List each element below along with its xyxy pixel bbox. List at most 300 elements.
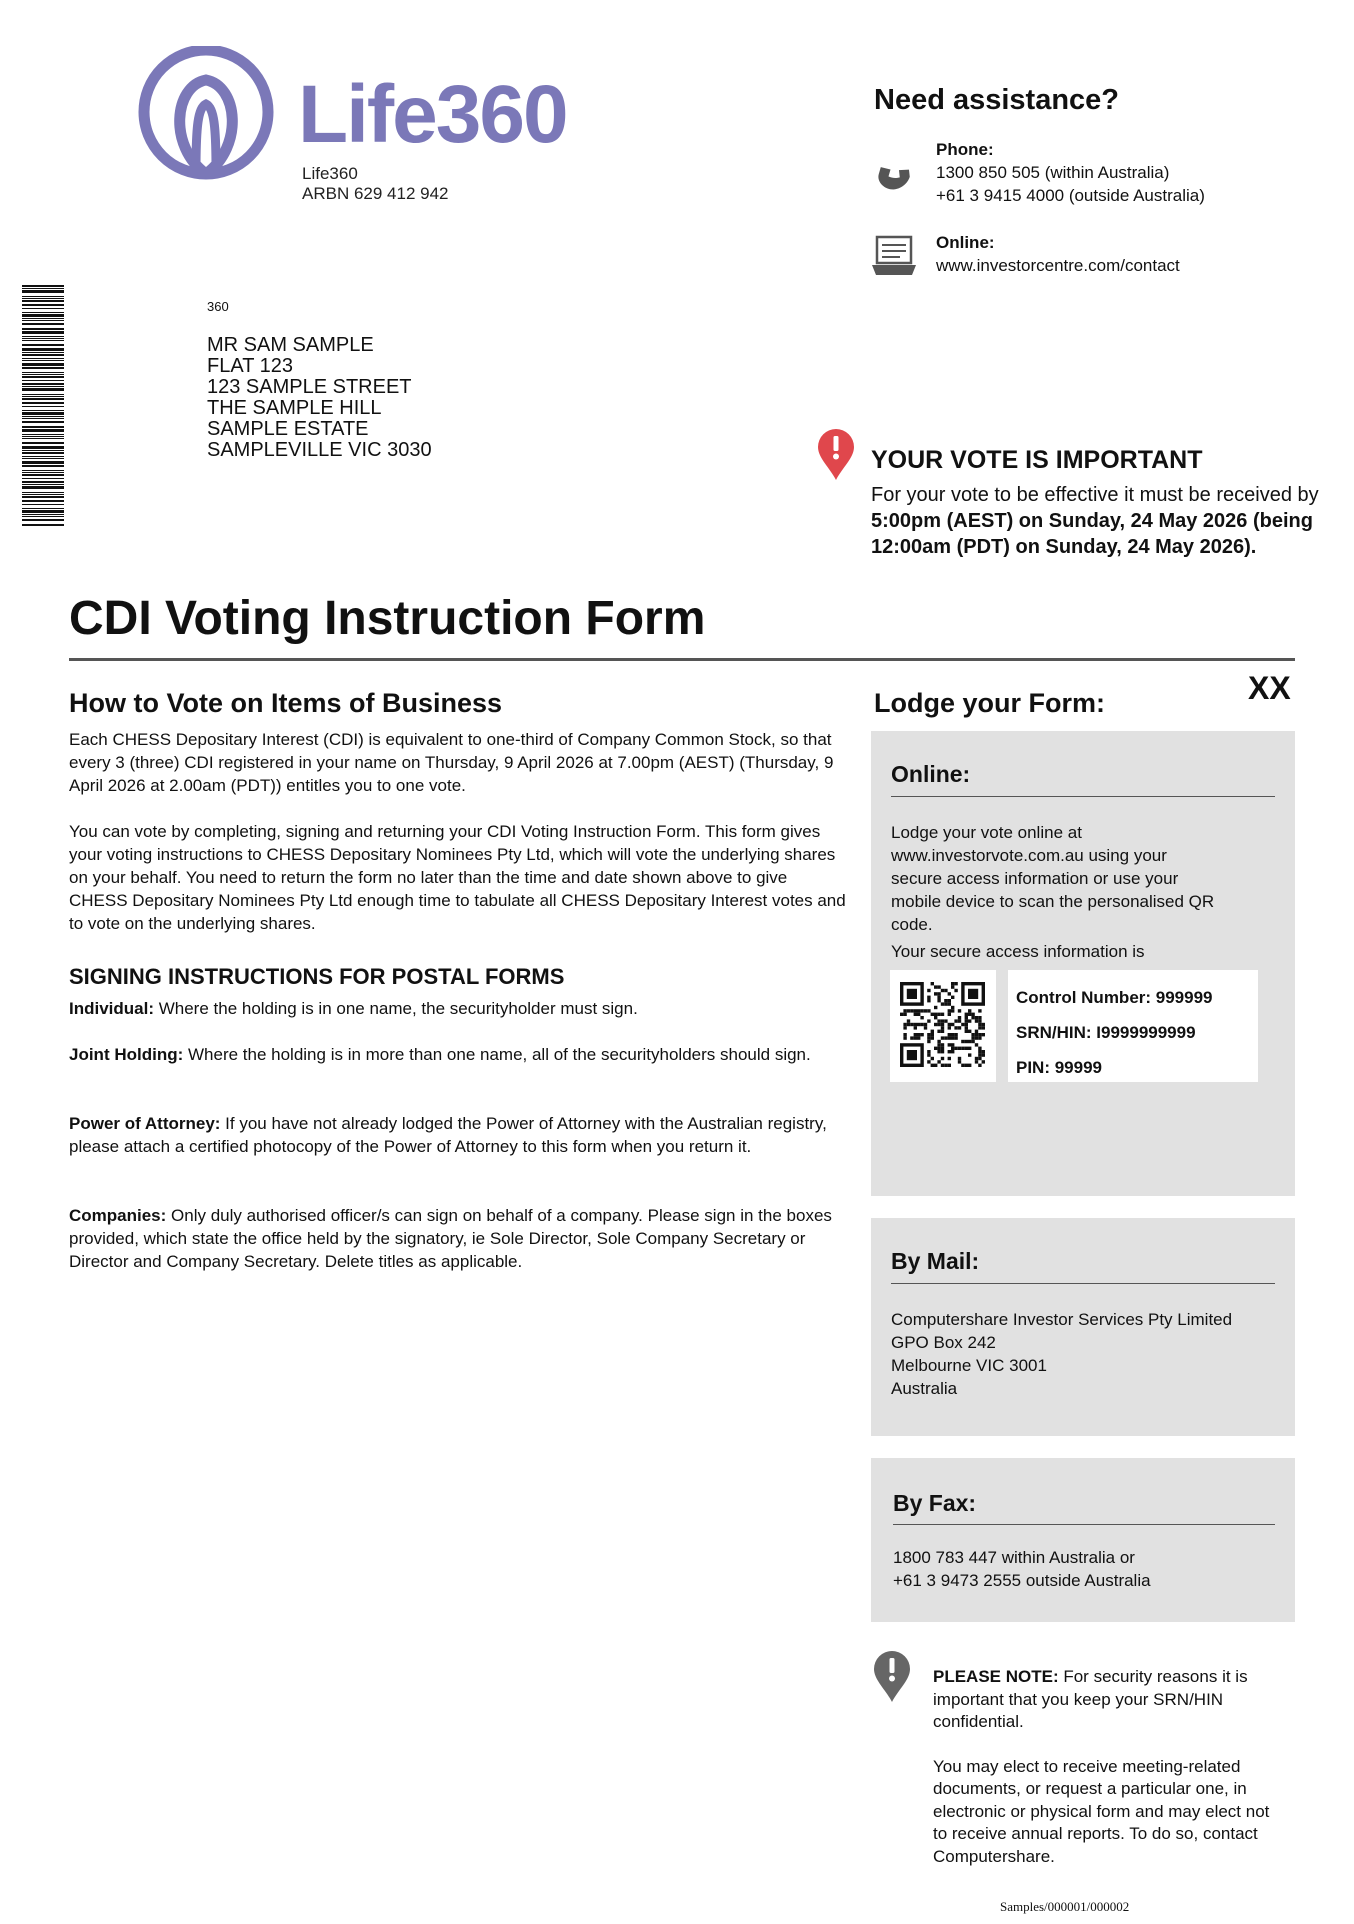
- qr-module: [914, 1009, 917, 1012]
- qr-module: [907, 1050, 917, 1060]
- phone-icon: [868, 140, 922, 194]
- qr-module: [937, 1023, 940, 1026]
- qr-module: [941, 1057, 944, 1060]
- signing-item-text: Where the holding is in more than one name, all of the securityholders should sign.: [183, 1045, 811, 1064]
- qr-module: [978, 1019, 981, 1022]
- qr-module: [978, 1023, 981, 1026]
- qr-module: [968, 1019, 971, 1022]
- barcode-bar: [22, 516, 64, 517]
- qr-module: [958, 1009, 961, 1012]
- vote-deadline-intro: For your vote to be effective it must be received by: [871, 484, 1319, 506]
- barcode-bar: [22, 418, 64, 419]
- barcode-bar: [22, 486, 64, 489]
- qr-module: [982, 1050, 985, 1053]
- signing-item-label: Joint Holding:: [69, 1045, 184, 1064]
- barcode-bar: [22, 474, 64, 476]
- corner-code: XX: [1248, 670, 1291, 706]
- online-label: Online:: [936, 233, 995, 252]
- phone-label: Phone:: [936, 140, 994, 159]
- qr-module: [954, 1036, 957, 1039]
- qr-module: [968, 989, 978, 999]
- barcode-bar: [22, 372, 64, 373]
- online-panel: [871, 731, 1295, 1196]
- barcode-bar: [22, 363, 64, 366]
- qr-module: [978, 1064, 981, 1067]
- qr-module: [931, 1033, 934, 1036]
- signing-heading: SIGNING INSTRUCTIONS FOR POSTAL FORMS: [69, 964, 565, 989]
- address-line: MR SAM SAMPLE: [207, 334, 374, 356]
- barcode-bar: [22, 514, 64, 515]
- qr-module: [961, 1047, 964, 1050]
- qr-module: [903, 1023, 906, 1026]
- qr-module: [944, 999, 947, 1002]
- qr-module: [965, 1013, 968, 1016]
- qr-module: [968, 1047, 971, 1050]
- qr-module: [951, 996, 954, 999]
- barcode-bar: [22, 304, 64, 306]
- barcode-bar: [22, 461, 64, 464]
- qr-module: [978, 1009, 981, 1012]
- qr-module: [951, 1033, 954, 1036]
- barcode-bar: [22, 410, 64, 411]
- barcode-bar: [22, 442, 64, 444]
- qr-module: [931, 982, 934, 985]
- online-panel-title: Online:: [891, 761, 971, 787]
- barcode-bar: [22, 519, 64, 521]
- signing-joint: [69, 1043, 847, 1066]
- qr-module: [924, 1023, 927, 1026]
- how-to-vote-heading: How to Vote on Items of Business: [69, 688, 503, 718]
- qr-module: [954, 1033, 957, 1036]
- barcode-bar: [22, 323, 64, 325]
- footer-sample-code: Samples/000001/000002: [1000, 1899, 1130, 1914]
- qr-module: [941, 1050, 944, 1053]
- qr-module: [958, 1026, 961, 1029]
- address-line: 123 SAMPLE STREET: [207, 376, 412, 398]
- qr-module: [931, 1057, 934, 1060]
- qr-module: [937, 1013, 940, 1016]
- qr-module: [944, 1019, 947, 1022]
- qr-module: [931, 1064, 934, 1067]
- qr-module: [948, 992, 951, 995]
- qr-module: [903, 1009, 906, 1012]
- company-details: [302, 164, 449, 204]
- barcode-bar: [22, 446, 64, 449]
- signing-companies: [69, 1204, 847, 1273]
- qr-module: [941, 1064, 944, 1067]
- barcode-bar: [22, 374, 64, 375]
- qr-module: [958, 1060, 961, 1063]
- qr-module: [971, 1036, 974, 1039]
- qr-module: [907, 1009, 910, 1012]
- barcode-bar: [22, 481, 64, 483]
- access-intro: Your secure access information is: [891, 942, 1145, 961]
- qr-module: [927, 989, 930, 992]
- qr-module: [982, 1060, 985, 1063]
- barcode-bar: [22, 402, 64, 404]
- alert-pin-icon: [816, 428, 856, 482]
- qr-module: [941, 1026, 944, 1029]
- qr-module: [941, 1030, 944, 1033]
- barcode-bar: [22, 465, 64, 467]
- signing-power-of-attorney: [69, 1112, 847, 1158]
- qr-module: [958, 1016, 961, 1019]
- qr-module: [931, 1013, 934, 1016]
- barcode-bar: [22, 318, 64, 319]
- barcode-bar: [22, 456, 64, 457]
- qr-module: [978, 1033, 981, 1036]
- qr-module: [975, 1043, 978, 1046]
- qr-module: [965, 1047, 968, 1050]
- qr-module: [958, 1057, 961, 1060]
- barcode-bar: [22, 354, 64, 356]
- qr-module: [965, 1064, 968, 1067]
- barcode-bar: [22, 348, 64, 351]
- qr-module: [937, 1047, 940, 1050]
- qr-module: [968, 1009, 971, 1012]
- qr-module: [927, 1036, 930, 1039]
- qr-module: [920, 1016, 923, 1019]
- qr-module: [978, 1036, 981, 1039]
- barcode-bar: [22, 478, 64, 479]
- qr-module: [937, 985, 940, 988]
- company-arbn: ARBN 629 412 942: [302, 184, 449, 203]
- signing-item-label: Power of Attorney:: [69, 1114, 221, 1133]
- qr-module: [944, 1064, 947, 1067]
- qr-module: [914, 1033, 917, 1036]
- please-note: [933, 1666, 1283, 1868]
- qr-module: [975, 1036, 978, 1039]
- barcode-bar: [22, 328, 64, 330]
- qr-module: [917, 1009, 920, 1012]
- fax-line: +61 3 9473 2555 outside Australia: [893, 1571, 1151, 1590]
- address-line: THE SAMPLE HILL: [207, 397, 382, 419]
- online-contact-block: [936, 232, 1180, 277]
- mail-line: Melbourne VIC 3001: [891, 1356, 1047, 1375]
- qr-module: [910, 1023, 913, 1026]
- barcode-bar: [22, 484, 64, 485]
- qr-module: [978, 1053, 981, 1056]
- barcode-bar: [22, 394, 64, 395]
- voting-instructions: You can vote by completing, signing and returning your CDI Voting Instruction Form. This form gives your voting instructions to CHESS Depositary Nominees Pty Ltd, which will vote the underlying shares on your behalf. You need to return the form no later than the time and date shown above to give CHESS Depositary Nominees Pty Ltd enough time to tabulate all CHESS Depositary Interest votes and to vote on the underlying shares.: [69, 822, 846, 933]
- qr-module: [954, 989, 957, 992]
- barcode-bar: [22, 458, 64, 459]
- qr-module: [941, 1019, 944, 1022]
- qr-module: [934, 1023, 937, 1026]
- barcode-bar: [22, 436, 64, 437]
- qr-module: [917, 1013, 920, 1016]
- barcode-bar: [22, 496, 64, 498]
- qr-module: [934, 1006, 937, 1009]
- form-title: CDI Voting Instruction Form: [69, 592, 706, 645]
- assistance-title: Need assistance?: [874, 84, 1120, 116]
- qr-module: [968, 1013, 971, 1016]
- barcode-bar: [22, 500, 64, 502]
- qr-module: [954, 1026, 957, 1029]
- qr-module: [937, 1019, 940, 1022]
- qr-module: [965, 1040, 968, 1043]
- qr-module: [914, 1026, 917, 1029]
- control-number: Control Number: 999999: [1016, 988, 1213, 1007]
- fax-line: 1800 783 447 within Australia or: [893, 1548, 1135, 1567]
- qr-module: [910, 1009, 913, 1012]
- qr-module: [975, 1057, 978, 1060]
- qr-module: [927, 1053, 930, 1056]
- barcode-bar: [22, 426, 64, 428]
- company-name: Life360: [302, 164, 358, 183]
- barcode-bar: [22, 380, 64, 381]
- barcode-bar: [22, 352, 64, 353]
- laptop-icon: [870, 233, 918, 279]
- election-note: You may elect to receive meeting-related documents, or request a particular one, in electronic or physical form and may elect not to receive annual reports. To do so, contact Computershare.: [933, 1756, 1270, 1866]
- qr-module: [937, 1043, 940, 1046]
- barcode-bar: [22, 412, 64, 415]
- qr-module: [937, 996, 940, 999]
- barcode-bar: [22, 312, 64, 313]
- address-line: FLAT 123: [207, 355, 293, 377]
- qr-module: [948, 1036, 951, 1039]
- qr-module: [978, 1026, 981, 1029]
- sort-code: 360: [207, 299, 229, 314]
- qr-module: [931, 1036, 934, 1039]
- qr-module: [982, 1033, 985, 1036]
- qr-module: [937, 1030, 940, 1033]
- qr-code-box[interactable]: [890, 970, 996, 1082]
- qr-module: [934, 985, 937, 988]
- qr-module: [954, 1047, 957, 1050]
- signing-item-label: Individual:: [69, 999, 154, 1018]
- qr-module: [982, 1026, 985, 1029]
- qr-module: [951, 1006, 954, 1009]
- qr-module: [975, 1019, 978, 1022]
- qr-module: [978, 1057, 981, 1060]
- barcode-bar: [22, 340, 64, 341]
- qr-module: [927, 1050, 930, 1053]
- qr-module: [924, 1026, 927, 1029]
- barcode-bar: [22, 344, 64, 346]
- barcode-bar: [22, 472, 64, 473]
- barcode-bar: [22, 470, 64, 471]
- qr-module: [900, 1013, 903, 1016]
- qr-module: [914, 1013, 917, 1016]
- qr-module: [937, 992, 940, 995]
- barcode-bar: [22, 288, 64, 289]
- qr-module: [927, 1019, 930, 1022]
- qr-module: [954, 982, 957, 985]
- qr-module: [941, 1036, 944, 1039]
- qr-module: [954, 1019, 957, 1022]
- qr-module: [951, 1043, 954, 1046]
- qr-module: [965, 1026, 968, 1029]
- qr-module: [927, 996, 930, 999]
- qr-module: [965, 1019, 968, 1022]
- qr-module: [903, 1036, 906, 1039]
- qr-module: [975, 1060, 978, 1063]
- phone-block: [936, 139, 1205, 207]
- security-note: [933, 1666, 1283, 1734]
- qr-module: [914, 1023, 917, 1026]
- signing-individual: [69, 997, 847, 1020]
- phone-local: 1300 850 505 (within Australia): [936, 163, 1170, 182]
- signing-item-text: If you have not already lodged the Power of Attorney with the Australian registry, please attach a certified photocopy of the Power of Attorney to this form when you return it.: [69, 1114, 827, 1156]
- qr-module: [951, 985, 954, 988]
- online-contact-url[interactable]: www.investorcentre.com/contact: [936, 256, 1180, 275]
- qr-module: [937, 999, 940, 1002]
- title-divider: [69, 658, 1295, 661]
- fax-numbers: [893, 1546, 1283, 1592]
- mail-panel: [871, 1218, 1295, 1436]
- qr-module: [948, 1064, 951, 1067]
- barcode-bar: [22, 383, 64, 385]
- qr-module: [971, 1016, 974, 1019]
- qr-module: [917, 1033, 920, 1036]
- barcode-bar: [22, 406, 64, 407]
- phone-international: +61 3 9415 4000 (outside Australia): [936, 186, 1205, 205]
- qr-module: [948, 1002, 951, 1005]
- barcode-bar: [22, 367, 64, 369]
- qr-module: [914, 1036, 917, 1039]
- signing-item-text: Only duly authorised officer/s can sign on behalf of a company. Please sign in the boxes provided, which state the office held by the signatory, ie Sole Director, Sole Company Secretary or Director and Company Secretary. Delete titles as applicable.: [69, 1206, 832, 1271]
- qr-module: [944, 1002, 947, 1005]
- barcode-bar: [22, 438, 64, 439]
- qr-module: [927, 1033, 930, 1036]
- qr-module: [948, 1033, 951, 1036]
- barcode-bar: [22, 510, 64, 513]
- barcode-bar: [22, 298, 64, 299]
- qr-module: [971, 1033, 974, 1036]
- qr-module: [971, 1040, 974, 1043]
- qr-module: [965, 1030, 968, 1033]
- barcode-bar: [22, 300, 64, 302]
- qr-module: [948, 1043, 951, 1046]
- qr-module: [961, 1023, 964, 1026]
- qr-module: [917, 1023, 920, 1026]
- qr-module: [951, 1009, 954, 1012]
- qr-module: [903, 1026, 906, 1029]
- qr-module: [934, 1064, 937, 1067]
- logo-mark-icon: [138, 46, 278, 186]
- barcode-bar: [22, 336, 64, 337]
- barcode-bar: [22, 504, 64, 505]
- qr-module: [944, 989, 947, 992]
- fax-panel-title: By Fax:: [893, 1490, 977, 1516]
- vote-deadline-text: [871, 482, 1321, 560]
- qr-module: [968, 1064, 971, 1067]
- postal-barcode: [22, 285, 64, 527]
- qr-module: [982, 1023, 985, 1026]
- qr-module: [934, 1047, 937, 1050]
- qr-module: [948, 1050, 951, 1053]
- address-line: SAMPLEVILLE VIC 3030: [207, 439, 432, 461]
- qr-module: [937, 1040, 940, 1043]
- barcode-bar: [22, 492, 64, 493]
- barcode-bar: [22, 360, 64, 361]
- barcode-bar: [22, 388, 64, 391]
- barcode-bar: [22, 376, 64, 378]
- logo-wordmark: Life360: [298, 69, 567, 160]
- barcode-bar: [22, 421, 64, 423]
- qr-module: [937, 1060, 940, 1063]
- barcode-bar: [22, 416, 64, 417]
- mail-line: Australia: [891, 1379, 958, 1398]
- qr-module: [948, 1057, 951, 1060]
- panel-divider: [891, 1283, 1275, 1284]
- qr-module: [934, 1013, 937, 1016]
- qr-module: [907, 1023, 910, 1026]
- qr-module: [975, 1016, 978, 1019]
- mail-line: Computershare Investor Services Pty Limited: [891, 1310, 1233, 1329]
- barcode-bar: [22, 508, 64, 509]
- qr-module: [948, 999, 951, 1002]
- qr-module: [924, 1009, 927, 1012]
- info-pin-icon: [872, 1650, 912, 1704]
- qr-code-icon: [890, 970, 996, 1082]
- qr-module: [968, 1040, 971, 1043]
- barcode-bar: [22, 494, 64, 495]
- barcode-bar: [22, 429, 64, 432]
- qr-module: [965, 1023, 968, 1026]
- barcode-bar: [22, 524, 64, 526]
- qr-module: [948, 1026, 951, 1029]
- mail-address: [891, 1308, 1281, 1400]
- qr-module: [927, 1060, 930, 1063]
- qr-module: [907, 1019, 910, 1022]
- note-label: PLEASE NOTE:: [933, 1667, 1059, 1686]
- mailing-address: [207, 335, 432, 461]
- qr-module: [971, 1013, 974, 1016]
- qr-module: [944, 1036, 947, 1039]
- barcode-bar: [22, 358, 64, 359]
- qr-module: [948, 1009, 951, 1012]
- barcode-bar: [22, 450, 64, 451]
- qr-module: [965, 1016, 968, 1019]
- barcode-bar: [22, 331, 64, 334]
- mail-line: GPO Box 242: [891, 1333, 996, 1352]
- barcode-bar: [22, 320, 64, 321]
- barcode-bar: [22, 285, 64, 287]
- qr-module: [941, 1013, 944, 1016]
- online-instructions: Lodge your vote online at www.investorvote.com.au using your secure access information or use your mobile device to scan the personalised QR code.: [891, 823, 1215, 934]
- barcode-bar: [22, 314, 64, 317]
- qr-module: [920, 1009, 923, 1012]
- note-security-text: For security reasons it is important that you keep your SRN/HIN confidential.: [933, 1667, 1248, 1731]
- qr-module: [968, 1053, 971, 1056]
- signing-item-text: Where the holding is in one name, the securityholder must sign.: [154, 999, 638, 1018]
- qr-module: [920, 1023, 923, 1026]
- vote-deadline-time: 5:00pm (AEST) on Sunday, 24 May 2026 (being 12:00am (PDT) on Sunday, 24 May 2026).: [871, 510, 1313, 558]
- qr-module: [951, 1047, 954, 1050]
- pin: PIN: 99999: [1016, 1058, 1102, 1077]
- qr-module: [934, 992, 937, 995]
- qr-module: [968, 1030, 971, 1033]
- qr-module: [978, 1050, 981, 1053]
- address-line: SAMPLE ESTATE: [207, 418, 369, 440]
- qr-module: [951, 1050, 954, 1053]
- barcode-bar: [22, 308, 64, 309]
- fax-panel: [871, 1458, 1295, 1622]
- qr-module: [931, 1030, 934, 1033]
- qr-module: [951, 982, 954, 985]
- qr-module: [958, 1047, 961, 1050]
- barcode-bar: [22, 452, 64, 454]
- qr-module: [982, 1053, 985, 1056]
- panel-divider: [891, 796, 1275, 797]
- qr-module: [961, 1064, 964, 1067]
- qr-module: [951, 1023, 954, 1026]
- srn-hin: SRN/HIN: I9999999999: [1016, 1023, 1196, 1042]
- cdi-explanation: Each CHESS Depositary Interest (CDI) is equivalent to one-third of Company Common Stock, so that every 3 (three) CDI registered in your name on Thursday, 9 April 2026 at 7.00pm (AEST) (Thursday, 9 April 2026 at 2.00am (PDT)) entitles you to one vote.: [69, 730, 834, 795]
- signing-item-label: Companies:: [69, 1206, 167, 1225]
